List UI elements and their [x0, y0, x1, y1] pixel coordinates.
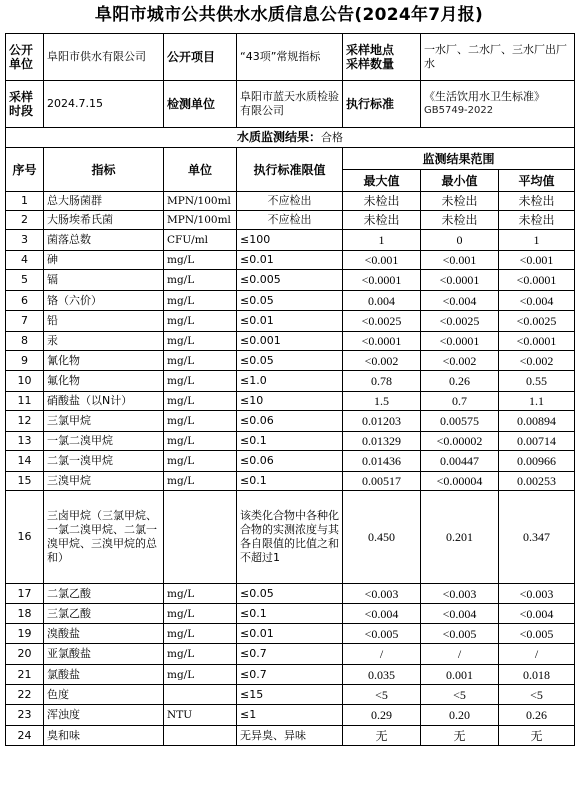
row-no: 16	[6, 491, 44, 584]
row-no: 4	[6, 251, 44, 270]
lab-value: 阜阳市蓝天水质检验有限公司	[237, 81, 343, 128]
row-indicator: 一氯二溴甲烷	[44, 432, 164, 451]
row-indicator: 氰化物	[44, 351, 164, 371]
row-no: 19	[6, 624, 44, 644]
row-no: 24	[6, 726, 44, 746]
row-unit: mg/L	[164, 472, 237, 491]
row-avg: 0.26	[499, 705, 575, 726]
unit-value: 阜阳市供水有限公司	[44, 34, 164, 81]
row-indicator: 氟化物	[44, 371, 164, 392]
header-avg: 平均值	[499, 170, 575, 192]
header-limit: 执行标准限值	[237, 148, 343, 192]
table-row	[6, 392, 575, 411]
header-min: 最小值	[421, 170, 499, 192]
row-min: 0.7	[421, 392, 499, 411]
row-unit	[164, 726, 237, 746]
row-avg: <0.004	[499, 604, 575, 624]
row-unit	[164, 491, 237, 584]
row-limit: ≤0.005	[237, 270, 343, 291]
row-unit: mg/L	[164, 432, 237, 451]
row-indicator: 三氯乙酸	[44, 604, 164, 624]
row-limit: 无异臭、异味	[237, 726, 343, 746]
row-unit: MPN/100ml	[164, 192, 237, 211]
table-row	[6, 624, 575, 644]
row-unit: mg/L	[164, 291, 237, 311]
row-indicator: 铬（六价）	[44, 291, 164, 311]
row-indicator: 三溴甲烷	[44, 472, 164, 491]
row-unit: NTU	[164, 705, 237, 726]
row-unit: mg/L	[164, 351, 237, 371]
row-limit: ≤0.06	[237, 411, 343, 432]
row-min: <0.00002	[421, 432, 499, 451]
row-max: 0.01203	[343, 411, 421, 432]
row-max: 0.01436	[343, 451, 421, 472]
row-no: 7	[6, 311, 44, 332]
row-no: 8	[6, 332, 44, 351]
header-max: 最大值	[343, 170, 421, 192]
header-indicator: 指标	[44, 148, 164, 192]
time-value: 2024.7.15	[44, 81, 164, 128]
row-min: <0.002	[421, 351, 499, 371]
row-no: 14	[6, 451, 44, 472]
table-row	[6, 491, 575, 584]
row-unit: mg/L	[164, 251, 237, 270]
row-max: /	[343, 644, 421, 665]
result-cell	[6, 128, 575, 148]
row-max: <0.0001	[343, 332, 421, 351]
row-no: 3	[6, 230, 44, 251]
row-max: 0.00517	[343, 472, 421, 491]
row-max: 0.01329	[343, 432, 421, 451]
row-avg: 未检出	[499, 211, 575, 230]
row-indicator: 铅	[44, 311, 164, 332]
row-max: 未检出	[343, 192, 421, 211]
row-avg: 未检出	[499, 192, 575, 211]
row-indicator: 砷	[44, 251, 164, 270]
row-unit: mg/L	[164, 311, 237, 332]
row-limit: ≤1	[237, 705, 343, 726]
row-max: <0.004	[343, 604, 421, 624]
row-indicator: 菌落总数	[44, 230, 164, 251]
row-indicator: 浑浊度	[44, 705, 164, 726]
row-no: 1	[6, 192, 44, 211]
row-no: 9	[6, 351, 44, 371]
row-avg: <0.005	[499, 624, 575, 644]
row-max: 0.035	[343, 665, 421, 685]
row-no: 21	[6, 665, 44, 685]
row-unit: mg/L	[164, 604, 237, 624]
table-row	[6, 726, 575, 746]
row-no: 5	[6, 270, 44, 291]
standard-label: 执行标准	[343, 81, 421, 128]
row-max: <0.003	[343, 584, 421, 604]
row-min: <0.003	[421, 584, 499, 604]
table-row	[6, 472, 575, 491]
row-no: 15	[6, 472, 44, 491]
page-title: 阜阳市城市公共供水水质信息公告(2024年7月报)	[94, 5, 484, 25]
row-max: <0.005	[343, 624, 421, 644]
row-no: 2	[6, 211, 44, 230]
project-value: “43项”常规指标	[237, 34, 343, 81]
row-unit: mg/L	[164, 665, 237, 685]
row-limit: 该类化合物中各种化合物的实测浓度与其各自限值的比值之和不超过1	[237, 491, 343, 584]
time-label: 采样时段	[6, 81, 44, 128]
result-value: 合格	[321, 131, 343, 144]
row-limit: ≤0.001	[237, 332, 343, 351]
row-min: 未检出	[421, 211, 499, 230]
row-no: 10	[6, 371, 44, 392]
row-max: 0.29	[343, 705, 421, 726]
row-indicator: 总大肠菌群	[44, 192, 164, 211]
row-avg: 0.55	[499, 371, 575, 392]
row-avg: 0.00894	[499, 411, 575, 432]
row-min: 0.26	[421, 371, 499, 392]
row-max: 0.450	[343, 491, 421, 584]
water-quality-table	[5, 33, 575, 746]
row-unit: mg/L	[164, 332, 237, 351]
unit-label: 公开单位	[6, 34, 44, 81]
row-limit: 不应检出	[237, 211, 343, 230]
standard-code: GB5749-2022	[424, 105, 494, 116]
row-indicator: 三卤甲烷（三氯甲烷、一氯二溴甲烷、二氯一溴甲烷、三溴甲烷的总和）	[44, 491, 164, 584]
row-limit: ≤0.7	[237, 644, 343, 665]
table-row	[6, 644, 575, 665]
result-row	[6, 128, 575, 148]
row-avg: 无	[499, 726, 575, 746]
table-row	[6, 371, 575, 392]
table-row	[6, 211, 575, 230]
row-limit: ≤0.05	[237, 584, 343, 604]
row-no: 22	[6, 685, 44, 705]
header-no: 序号	[6, 148, 44, 192]
row-min: 未检出	[421, 192, 499, 211]
table-row	[6, 411, 575, 432]
header-unit: 单位	[164, 148, 237, 192]
table-row	[6, 705, 575, 726]
row-unit: mg/L	[164, 624, 237, 644]
row-min: <5	[421, 685, 499, 705]
row-avg: /	[499, 644, 575, 665]
row-min: /	[421, 644, 499, 665]
row-max: 0.004	[343, 291, 421, 311]
row-max: <0.001	[343, 251, 421, 270]
site-value: 一水厂、二水厂、三水厂出厂水	[421, 34, 575, 81]
table-row	[6, 270, 575, 291]
row-indicator: 亚氯酸盐	[44, 644, 164, 665]
row-avg: 0.00966	[499, 451, 575, 472]
table-row	[6, 432, 575, 451]
row-limit: 不应检出	[237, 192, 343, 211]
project-label: 公开项目	[164, 34, 237, 81]
row-limit: ≤0.7	[237, 665, 343, 685]
table-row	[6, 351, 575, 371]
row-unit: mg/L	[164, 411, 237, 432]
row-max: <0.0025	[343, 311, 421, 332]
row-indicator: 溴酸盐	[44, 624, 164, 644]
row-min: <0.0001	[421, 270, 499, 291]
row-no: 13	[6, 432, 44, 451]
table-row	[6, 604, 575, 624]
row-unit: mg/L	[164, 392, 237, 411]
row-avg: <0.001	[499, 251, 575, 270]
row-no: 11	[6, 392, 44, 411]
row-limit: ≤0.01	[237, 624, 343, 644]
row-unit: mg/L	[164, 270, 237, 291]
row-avg: 0.347	[499, 491, 575, 584]
row-min: <0.00004	[421, 472, 499, 491]
row-unit	[164, 685, 237, 705]
row-max: 1.5	[343, 392, 421, 411]
standard-value: 《生活饮用水卫生标准》	[424, 90, 545, 103]
row-limit: ≤0.1	[237, 472, 343, 491]
row-min: <0.0025	[421, 311, 499, 332]
row-limit: ≤0.05	[237, 351, 343, 371]
info-row-2	[6, 81, 575, 128]
row-indicator: 三氯甲烷	[44, 411, 164, 432]
header-row-1	[6, 148, 575, 170]
row-min: <0.005	[421, 624, 499, 644]
result-label: 水质监测结果：	[236, 130, 321, 144]
row-limit: ≤100	[237, 230, 343, 251]
row-unit: mg/L	[164, 584, 237, 604]
row-avg: 1	[499, 230, 575, 251]
row-indicator: 镉	[44, 270, 164, 291]
row-min: <0.001	[421, 251, 499, 270]
row-indicator: 二氯乙酸	[44, 584, 164, 604]
row-indicator: 大肠埃希氏菌	[44, 211, 164, 230]
row-unit: MPN/100ml	[164, 211, 237, 230]
table-row	[6, 332, 575, 351]
row-avg: <0.0001	[499, 270, 575, 291]
row-no: 20	[6, 644, 44, 665]
row-max: <5	[343, 685, 421, 705]
row-unit: CFU/ml	[164, 230, 237, 251]
header-range: 监测结果范围	[343, 148, 575, 170]
row-unit: mg/L	[164, 451, 237, 472]
row-no: 12	[6, 411, 44, 432]
table-row	[6, 311, 575, 332]
table-row	[6, 584, 575, 604]
row-min: 0	[421, 230, 499, 251]
row-unit: mg/L	[164, 371, 237, 392]
row-indicator: 氯酸盐	[44, 665, 164, 685]
table-row	[6, 451, 575, 472]
row-avg: <5	[499, 685, 575, 705]
row-indicator: 硝酸盐（以N计）	[44, 392, 164, 411]
row-no: 17	[6, 584, 44, 604]
row-avg: <0.0001	[499, 332, 575, 351]
row-indicator: 汞	[44, 332, 164, 351]
row-no: 18	[6, 604, 44, 624]
row-min: 0.201	[421, 491, 499, 584]
row-limit: ≤10	[237, 392, 343, 411]
row-max: 未检出	[343, 211, 421, 230]
row-min: <0.0001	[421, 332, 499, 351]
row-avg: 0.018	[499, 665, 575, 685]
row-min: 0.00447	[421, 451, 499, 472]
row-avg: <0.004	[499, 291, 575, 311]
row-limit: ≤0.06	[237, 451, 343, 472]
row-indicator: 臭和味	[44, 726, 164, 746]
row-unit: mg/L	[164, 644, 237, 665]
row-min: 0.001	[421, 665, 499, 685]
info-row-1	[6, 34, 575, 81]
row-no: 23	[6, 705, 44, 726]
row-min: 0.20	[421, 705, 499, 726]
row-indicator: 色度	[44, 685, 164, 705]
row-max: <0.0001	[343, 270, 421, 291]
row-min: 0.00575	[421, 411, 499, 432]
table-row	[6, 251, 575, 270]
row-min: <0.004	[421, 604, 499, 624]
row-limit: ≤0.05	[237, 291, 343, 311]
row-no: 6	[6, 291, 44, 311]
row-avg: 1.1	[499, 392, 575, 411]
row-max: 0.78	[343, 371, 421, 392]
row-min: 无	[421, 726, 499, 746]
table-row	[6, 230, 575, 251]
row-max: 1	[343, 230, 421, 251]
row-indicator: 二氯一溴甲烷	[44, 451, 164, 472]
row-limit: ≤0.01	[237, 311, 343, 332]
table-row	[6, 685, 575, 705]
row-avg: 0.00253	[499, 472, 575, 491]
row-avg: <0.003	[499, 584, 575, 604]
row-limit: ≤0.01	[237, 251, 343, 270]
row-avg: <0.0025	[499, 311, 575, 332]
row-avg: <0.002	[499, 351, 575, 371]
row-limit: ≤1.0	[237, 371, 343, 392]
row-limit: ≤0.1	[237, 432, 343, 451]
table-row	[6, 291, 575, 311]
row-limit: ≤15	[237, 685, 343, 705]
row-avg: 0.00714	[499, 432, 575, 451]
site-label: 采样地点 采样数量	[343, 34, 421, 81]
row-min: <0.004	[421, 291, 499, 311]
table-row	[6, 192, 575, 211]
lab-label: 检测单位	[164, 81, 237, 128]
row-max: 无	[343, 726, 421, 746]
table-row	[6, 665, 575, 685]
row-max: <0.002	[343, 351, 421, 371]
standard-cell	[421, 81, 575, 128]
row-limit: ≤0.1	[237, 604, 343, 624]
